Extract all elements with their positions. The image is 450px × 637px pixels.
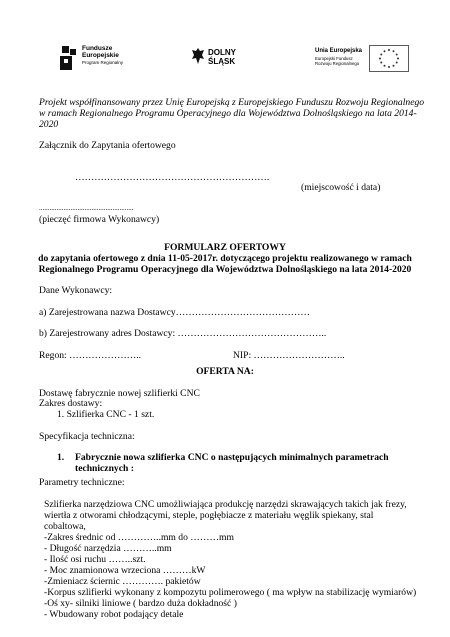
- ue-sub1: Europejski Fundusz: [315, 56, 353, 61]
- param-line: - Ilość osi ruchu ……..szt.: [44, 554, 146, 565]
- ue-name: Unia Europejska: [315, 48, 363, 54]
- fundusze-europejskie-emblem-icon: [58, 44, 80, 74]
- ds-line1: DOLNY: [208, 48, 236, 57]
- header-line-3: 2020: [39, 119, 59, 130]
- param-line: - Wbudowany robot podający detale: [44, 609, 184, 620]
- spec-heading: Specyfikacja techniczna:: [39, 431, 135, 442]
- form-subtitle-1: do zapytania ofertowego z dnia 11-05-2017r. dotyczącego projektu realizowanego w ramach: [38, 253, 412, 264]
- param-line: cobaltowa,: [44, 521, 86, 532]
- attachment-label: Załącznik do Zapytania ofertowego: [39, 140, 176, 151]
- field-b: b) Zarejestrowany adres Dostawcy: ………………………………………..: [39, 328, 327, 339]
- param-line: wiertła z otworami chłodzącymi, steple, pogłębiacze z materiału węglik spiekany, stal: [44, 510, 374, 521]
- unia-europejska-logo: [315, 42, 411, 76]
- header-line-2: w ramach Regionalnego Programu Operacyjnego dla Województwa Dolnośląskiego na lata 2014-: [39, 108, 417, 119]
- ds-line2: ŚLĄSK: [208, 57, 236, 66]
- stamp-dots: ......................................................: [39, 204, 134, 212]
- place-label: (miejscowość i data): [301, 182, 381, 193]
- param-line: - Moc znamionowa wrzeciona ………kW: [44, 565, 206, 576]
- fundusze-europejskie-logo: [58, 41, 153, 77]
- scope-item: 1. Szlifierka CNC - 1 szt.: [57, 409, 155, 420]
- param-line: -Zmieniacz ściernic …………. pakietów: [44, 576, 201, 587]
- param-line: -Korpus szlifierki wykonany z kompozytu polimerowego ( ma wpływ na stabilizację wymiarów): [44, 587, 417, 598]
- param-line: -Oś xy- silniki liniowe ( bardzo duża dokładność ): [44, 598, 237, 609]
- eu-flag-icon: [369, 45, 409, 72]
- regon-field: Regon: …………………..: [39, 350, 142, 361]
- offer-line-1: Dostawę fabrycznie nowej szlifierki CNC: [39, 388, 200, 399]
- place-dots: …………………………………………………….: [75, 172, 270, 183]
- field-a: a) Zarejestrowana nazwa Dostawcy……………………………………: [39, 307, 310, 318]
- stamp-label: (pieczęć firmowa Wykonawcy): [39, 214, 160, 225]
- fe-sub: Program Regionalny: [82, 60, 124, 65]
- eagle-icon: [191, 47, 205, 65]
- fe-name: Fundusze: [82, 45, 113, 52]
- params-heading: Parametry techniczne:: [39, 477, 125, 488]
- offer-line-2: Zakres dostawy:: [39, 398, 103, 409]
- header-line-1: Projekt współfinansowany przez Unię Europejską z Europejskiego Funduszu Rozwoju Regionalnego: [39, 97, 425, 108]
- param-line: Szlifierka narzędziowa CNC umożliwiająca produkcję narzędzi skrawających takich jak frezy,: [44, 499, 407, 510]
- contractor-heading: Dane Wykonawcy:: [39, 285, 113, 296]
- form-title: FORMULARZ OFERTOWY: [164, 242, 286, 253]
- spec-item-line-1: Fabrycznie nowa szlifierka CNC o następujących minimalnych parametrach: [75, 452, 389, 463]
- form-subtitle-2: Regionalnego Programu Operacyjnego dla Województwa Dolnośląskiego na lata 2014-2020: [38, 264, 412, 275]
- spec-item-line-2: technicznych :: [75, 463, 134, 474]
- offer-heading: OFERTA NA:: [196, 366, 254, 377]
- fe-name2: Europejskie: [82, 52, 119, 59]
- spec-item-number: 1.: [57, 452, 65, 463]
- dolny-slask-logo: [191, 41, 253, 73]
- param-line: - Długość narzędzia ………..mm: [44, 543, 172, 554]
- ue-sub2: Rozwoju Regionalnego: [315, 61, 360, 66]
- nip-field: NIP: ………………………..: [233, 350, 345, 361]
- param-line: -Zakres średnic od …………..mm do ………mm: [44, 532, 234, 543]
